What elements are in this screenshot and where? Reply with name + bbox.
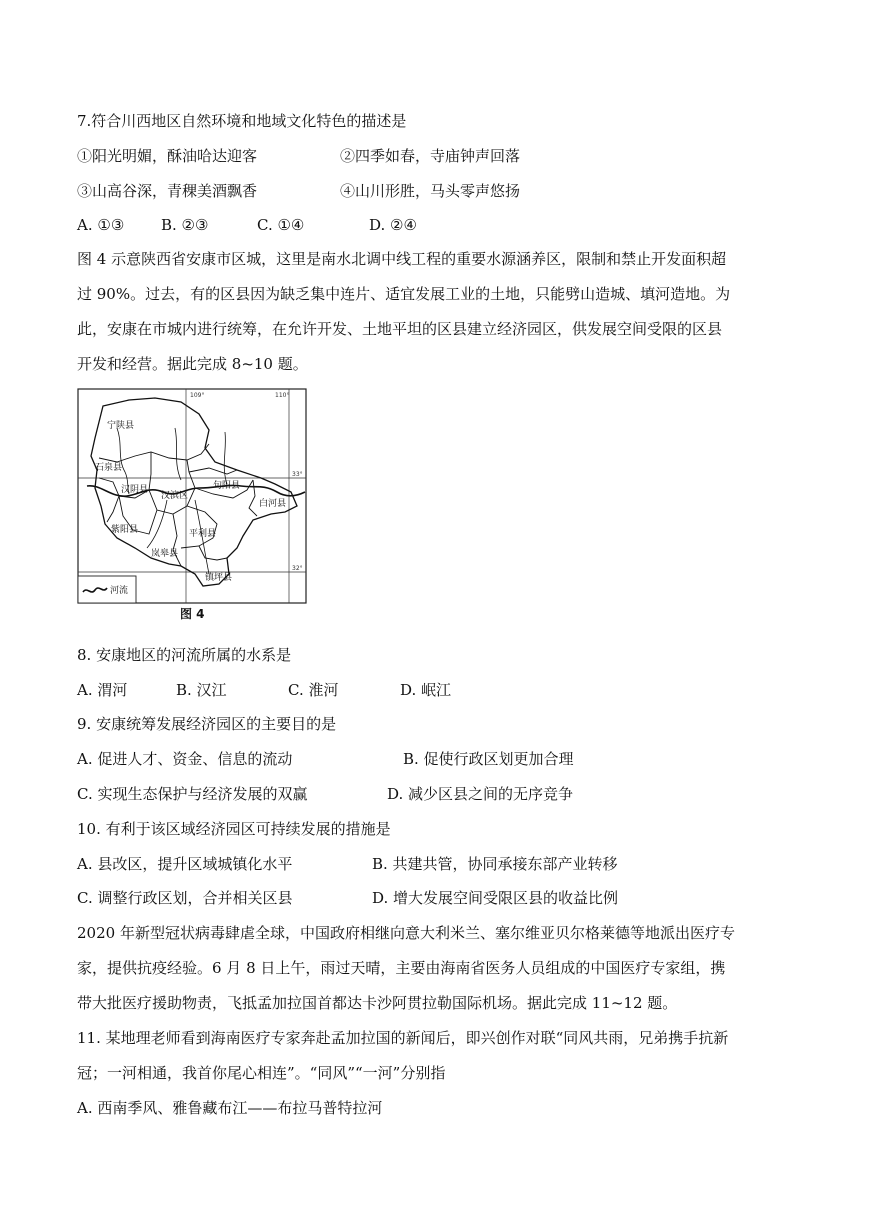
q8-choice-a: A. 渭河 (77, 681, 128, 699)
label-ziyang: 紫阳县 (111, 525, 139, 535)
intro1-line-4: 开发和经营。据此完成 8~10 题。 (77, 355, 308, 373)
figure-caption: 图 4 (180, 607, 205, 620)
q8-choice-c: C. 淮河 (288, 681, 339, 699)
label-hanbin: 汉滨区 (161, 491, 189, 501)
q10-stem: 10. 有利于该区域经济园区可持续发展的措施是 (77, 820, 391, 838)
q11-stem-line-1: 11. 某地理老师看到海南医疗专家奔赴孟加拉国的新闻后，即兴创作对联“同风共雨，兄弟携手抗新 (77, 1029, 729, 1047)
q8-choice-d: D. 岷江 (400, 681, 452, 699)
q10-choice-d: D. 增大发展空间受限区县的收益比例 (372, 889, 619, 907)
q7-stem: 7.符合川西地区自然环境和地域文化特色的描述是 (77, 112, 407, 130)
intro2-line-3: 带大批医疗援助物责，飞抵孟加拉国首都达卡沙阿贯拉勒国际机场。据此完成 11~12 题。 (77, 994, 678, 1012)
label-xunyang: 旬阳县 (213, 481, 241, 491)
q7-choice-c: C. ①④ (257, 216, 305, 234)
q7-option-4: ④山川形胜，马头零声悠扬 (340, 182, 521, 200)
q10-choice-a: A. 县改区，提升区域城镇化水平 (77, 855, 293, 873)
q11-choice-a: A. 西南季风、雅鲁藏布江——布拉马普特拉河 (77, 1099, 383, 1117)
q11-stem-line-2: 冠；一河相通，我首你尾心相连”。“同风”“一河”分别指 (77, 1064, 446, 1082)
ankang-map-svg (77, 388, 307, 620)
q7-option-1: ①阳光明媚，酥油哈达迎客 (77, 147, 258, 165)
label-langao: 岚皋县 (151, 549, 179, 559)
q10-choice-b: B. 共建共管，协同承接东部产业转移 (372, 855, 618, 873)
q9-choice-b: B. 促使行政区划更加合理 (403, 750, 574, 768)
label-ningshan: 宁陕县 (107, 421, 135, 431)
q7-option-3: ③山高谷深，青稞美酒飘香 (77, 182, 258, 200)
label-baihe: 白河县 (259, 499, 287, 509)
q9-choice-a: A. 促进人才、资金、信息的流动 (77, 750, 293, 768)
q10-choice-c: C. 调整行政区划，合并相关区县 (77, 889, 293, 907)
lat-label-2: 32° (292, 565, 303, 572)
label-zhenping: 镇坪县 (205, 573, 233, 583)
q8-stem: 8. 安康地区的河流所属的水系是 (77, 646, 292, 664)
lon-label-2: 110° (275, 392, 290, 399)
q9-choice-d: D. 减少区县之间的无序竞争 (387, 785, 574, 803)
intro1-line-3: 此，安康在市城内进行统筹，在允许开发、土地平坦的区县建立经济园区，供发展空间受限的区县 (77, 320, 723, 338)
lon-label-1: 109° (190, 392, 205, 399)
intro1-line-1: 图 4 示意陕西省安康市区城，这里是南水北调中线工程的重要水源涵养区，限制和禁止开发面积超 (77, 250, 727, 268)
q7-choice-a: A. ①③ (77, 216, 125, 234)
legend-label: 河流 (110, 586, 129, 596)
label-pingli: 平利县 (189, 529, 217, 539)
intro1-line-2: 过 90%。过去，有的区县因为缺乏集中连片、适宜发展工业的土地，只能劈山造城、填河造地。为 (77, 285, 731, 303)
label-shiquan: 石泉县 (95, 463, 123, 473)
q7-choice-b: B. ②③ (161, 216, 209, 234)
intro2-line-2: 家，提供抗疫经验。6 月 8 日上午，雨过天晴，主要由海南省医务人员组成的中国医疗专家组，携 (77, 959, 726, 977)
figure-4-map (77, 388, 307, 620)
q8-choice-b: B. 汉江 (176, 681, 227, 699)
intro2-line-1: 2020 年新型冠状病毒肆虐全球，中国政府相继向意大利米兰、塞尔维亚贝尔格莱德等地派出医疗专 (77, 924, 735, 942)
q7-option-2: ②四季如春，寺庙钟声回落 (340, 147, 521, 165)
q7-choice-d: D. ②④ (369, 216, 417, 234)
q9-stem: 9. 安康统筹发展经济园区的主要目的是 (77, 715, 337, 733)
label-hanyin: 汉阴县 (121, 485, 149, 495)
lat-label-1: 33° (292, 471, 303, 478)
q9-choice-c: C. 实现生态保护与经济发展的双赢 (77, 785, 308, 803)
